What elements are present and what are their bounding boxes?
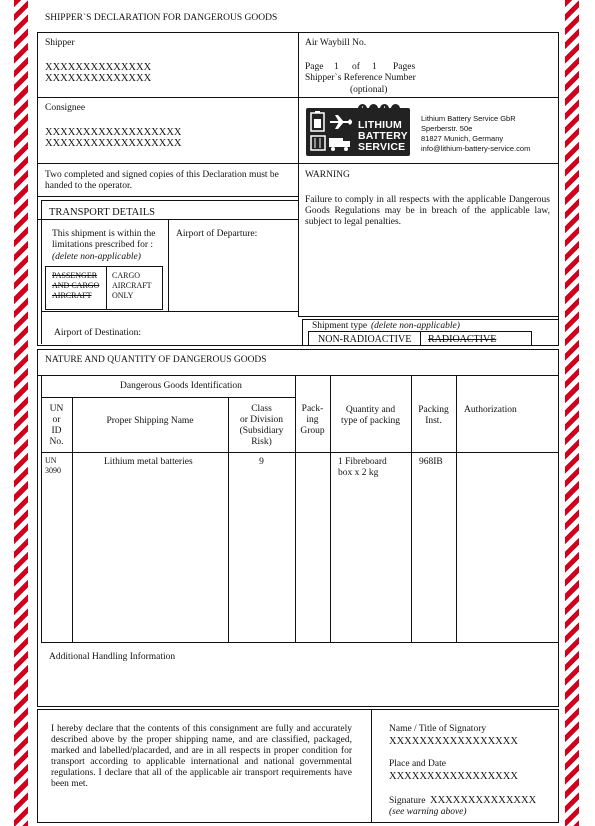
air-waybill-label: Air Waybill No. [305, 38, 367, 48]
cargo-aircraft-option-2[interactable]: AIRCRAFT [112, 281, 152, 290]
signatory-name-label: Name / Title of Signatory [389, 724, 487, 734]
passenger-aircraft-option-1[interactable]: PASSENGER [52, 271, 98, 280]
place-date-label: Place and Date [389, 759, 446, 769]
right-hazard-border [565, 0, 579, 826]
col-authorization-header: Authorization [464, 405, 517, 415]
row-packing-inst[interactable]: 968IB [419, 457, 443, 467]
copies-note: Two completed and signed copies of this Declaration must be handed to the operator. [45, 170, 279, 191]
company-street: Sperberstr. 50e [421, 124, 473, 133]
shipper-line-1[interactable]: XXXXXXXXXXXXXX [45, 62, 152, 73]
row-quantity-2[interactable]: box x 2 kg [338, 468, 379, 478]
declaration-text: I hereby declare that the contents of this consignment are fully and accurately described above by the proper shipping name, and are classified, packaged, marked and labelled/placarded, and are in all respects in proper condition for transport according to applicable international and national governmental regulations. I declare that all of the applicable air transport requirements have been met. [51, 724, 352, 789]
passenger-aircraft-option-3[interactable]: AIRCRAFT [52, 291, 92, 300]
logo-word-3: SERVICE [358, 141, 406, 153]
col-un-header-1: UN [49, 404, 64, 414]
airport-of-destination-label[interactable]: Airport of Destination: [54, 328, 142, 338]
row-quantity-1[interactable]: 1 Fibreboard [338, 457, 387, 467]
non-radioactive-option[interactable]: NON-RADIOACTIVE [318, 334, 412, 345]
cargo-aircraft-option-1[interactable]: CARGO [112, 271, 141, 280]
shipment-type-label: Shipment type [312, 321, 368, 331]
col-quantity-header-2: type of packing [340, 416, 401, 426]
place-date-value[interactable]: XXXXXXXXXXXXXXXXX [389, 771, 518, 782]
col-class-header-1: Class [251, 404, 272, 414]
col-quantity-header-1: Quantity and [345, 405, 396, 415]
reference-optional-note: (optional) [350, 85, 388, 95]
company-name: Lithium Battery Service GbR [421, 114, 516, 123]
airplane-icon [330, 115, 352, 129]
warning-text: Failure to comply in all respects with the applicable Dangerous Goods Regulations may be in breach of the applicable law, subject to legal penalties. [305, 195, 550, 227]
signature-label: Signature [389, 796, 426, 806]
battery-icon [311, 111, 324, 131]
dg-identification-header: Dangerous Goods Identification [120, 381, 242, 391]
of-word: of [352, 62, 360, 72]
col-packing-group-header-3: Group [300, 426, 325, 436]
row-un-prefix[interactable]: UN [45, 456, 57, 465]
col-class-header-2: or Division [239, 415, 283, 425]
row-proper-shipping-name[interactable]: Lithium metal batteries [104, 457, 193, 467]
signature-note: (see warning above) [389, 807, 467, 817]
shipment-type-delete-note: (delete non-applicable) [371, 321, 460, 331]
warning-title: WARNING [305, 170, 350, 180]
page-title: SHIPPER`S DECLARATION FOR DANGEROUS GOODS [45, 13, 278, 23]
shipper-reference-label: Shipper`s Reference Number [305, 73, 416, 83]
shipper-line-2[interactable]: XXXXXXXXXXXXXX [45, 73, 152, 84]
consignee-label: Consignee [45, 103, 86, 113]
col-packing-inst-header-2: Inst. [425, 416, 442, 426]
col-packing-inst-header-1: Packing [418, 405, 449, 415]
company-email[interactable]: info@lithium-battery-service.com [421, 144, 531, 153]
passenger-aircraft-option-2[interactable]: AND CARGO [52, 281, 100, 290]
shipper-label: Shipper [45, 38, 75, 48]
company-logo [306, 108, 410, 156]
col-class-header-3: (Subsidiary [239, 426, 284, 436]
limitations-line-2: limitations prescribed for : [52, 240, 154, 250]
signature-value[interactable]: XXXXXXXXXXXXXX [430, 795, 537, 806]
additional-handling-label[interactable]: Additional Handling Information [49, 652, 176, 662]
signatory-name-value[interactable]: XXXXXXXXXXXXXXXXX [389, 736, 518, 747]
row-class[interactable]: 9 [259, 457, 264, 467]
consignee-line-2[interactable]: XXXXXXXXXXXXXXXXXX [45, 138, 182, 149]
limitations-delete-note: (delete non-applicable) [52, 252, 141, 262]
airport-of-departure-label[interactable]: Airport of Departure: [176, 229, 258, 239]
col-un-header-4: No. [49, 437, 64, 447]
nature-section-title: NATURE AND QUANTITY OF DANGEROUS GOODS [45, 355, 267, 365]
page-word: Page [305, 62, 324, 72]
col-packing-group-header-1: Pack- [301, 404, 324, 414]
cargo-aircraft-option-3[interactable]: ONLY [112, 291, 134, 300]
page-number[interactable]: 1 [334, 62, 339, 72]
limitations-line-1: This shipment is within the [52, 229, 156, 239]
col-un-header-2: or [52, 415, 61, 425]
row-un-number[interactable]: 3090 [45, 466, 61, 475]
logo-word-2: BATTERY [358, 130, 408, 142]
col-packing-group-header-2: ing [306, 415, 319, 425]
pages-word: Pages [393, 62, 416, 72]
col-class-header-4: Risk) [251, 437, 272, 447]
transport-details-title: TRANSPORT DETAILS [49, 207, 155, 218]
left-hazard-border [14, 0, 28, 826]
col-proper-shipping-name-header: Proper Shipping Name [106, 416, 194, 426]
container-icon [311, 136, 325, 150]
col-un-header-3: ID [51, 426, 62, 436]
consignee-line-1[interactable]: XXXXXXXXXXXXXXXXXX [45, 127, 182, 138]
radioactive-option[interactable]: RADIOACTIVE [428, 334, 497, 345]
logo-word-1: LITHIUM [358, 119, 402, 131]
page-total[interactable]: 1 [372, 62, 377, 72]
company-city: 81827 Munich, Germany [421, 134, 504, 143]
truck-icon [329, 138, 350, 151]
